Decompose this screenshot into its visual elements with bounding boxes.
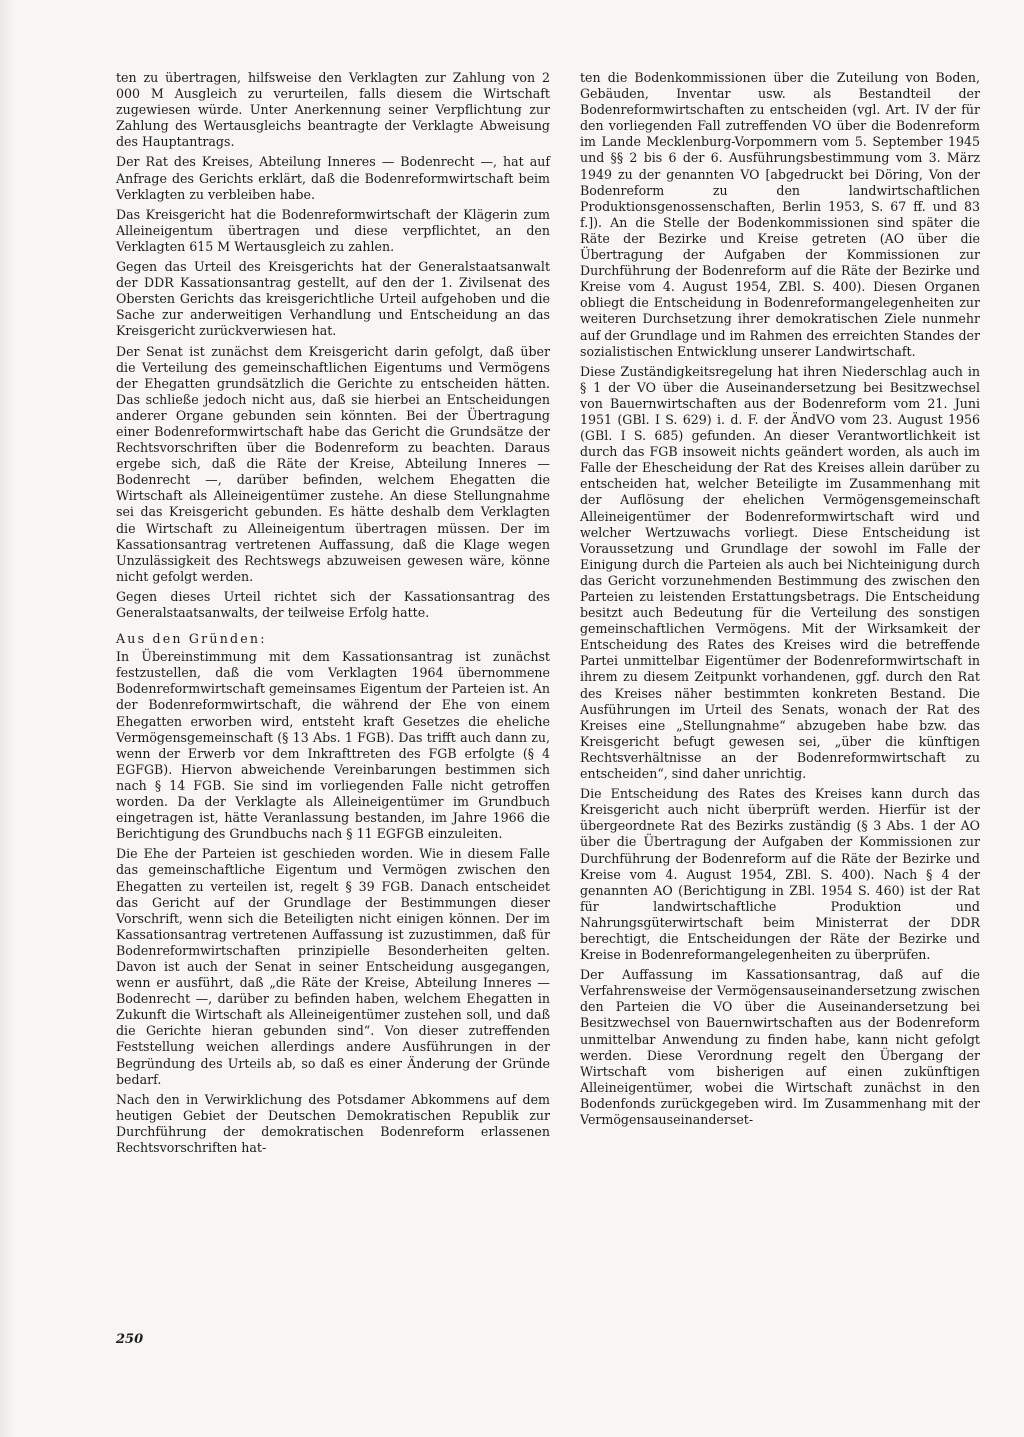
paragraph: Der Senat ist zunächst dem Kreisgericht darin gefolgt, daß über die Verteilung des gemeinschaftlichen Eigentums und Vermögens der Ehegatten grundsätzlich die Gerichte zu entscheiden hätten. Das schließe jedoch nicht aus, daß sie hierbei an Entscheidungen anderer Organe gebunden sein könnten. Bei der Übertragung einer Bodenreformwirtschaft habe das Gericht die Grundsätze der Rechtsvorschriften über die Bodenreform zu beachten. Daraus ergebe sich, daß die Räte der Kreise, Abteilung Inneres — Bodenrecht —, darüber befinden, welchem Ehegatten die Wirtschaft als Alleineigentümer zustehe. An diese Stellungnahme sei das Kreisgericht gebunden. Es hätte deshalb dem Verklagten die Wirtschaft zu Alleineigentum übertragen müssen. Der im Kassationsantrag vertretenen Auffassung, daß die Klage wegen Unzulässigkeit des Rechtswegs abzuweisen gewesen wäre, könne nicht gefolgt werden. — [116, 343, 550, 584]
left-text-column — [116, 70, 550, 1160]
right-text-column — [580, 70, 980, 1132]
paragraph: In Übereinstimmung mit dem Kassationsantrag ist zunächst festzustellen, daß die vom Verklagten 1964 übernommene Bodenreformwirtschaft gemeinsames Eigentum der Parteien ist. An der Bodenreformwirtschaft, die während der Ehe von einem Ehegatten erworben wird, entsteht kraft Gesetzes die eheliche Vermögensgemeinschaft (§ 13 Abs. 1 FGB). Das trifft auch dann zu, wenn der Erwerb vor dem Inkrafttreten des FGB erfolgte (§ 4 EGFGB). Hiervon abweichende Vereinbarungen bestimmen sich nach § 14 FGB. Sie sind im vorliegenden Falle nicht getroffen worden. Da der Verklagte als Alleineigentümer im Grundbuch eingetragen ist, hätte Veranlassung bestanden, im Jahre 1966 die Berichtigung des Grundbuchs nach § 11 EGFGB einzuleiten. — [116, 649, 550, 842]
paragraph: ten die Bodenkommissionen über die Zuteilung von Boden, Gebäuden, Inventar usw. als Bestandteil der Bodenreformwirtschaften zu entscheiden (vgl. Art. IV der für den vorliegenden Fall zutreffenden VO über die Bodenreform im Lande Mecklenburg-Vorpommern vom 5. September 1945 und §§ 2 bis 6 der 6. Ausführungsbestimmung vom 3. März 1949 zu der genannten VO [abgedruckt bei Döring, Von der Bodenreform zu den landwirtschaftlichen Produktionsgenossenschaften, Berlin 1953, S. 67 ff. und 83 f.]). An die Stelle der Bodenkommissionen sind später die Räte der Bezirke und Kreise getreten (AO über die Übertragung der Aufgaben der Kommissionen zur Durchführung der Bodenreform auf die Räte der Bezirke und Kreise vom 4. August 1954, ZBl. S. 400). Diesen Organen obliegt die Entscheidung in Bodenreformangelegenheiten zur weiteren Durchsetzung ihrer demokratischen Ziele nunmehr auf der Grundlage und im Rahmen des erreichten Standes der sozialistischen Entwicklung unserer Landwirtschaft. — [580, 70, 980, 359]
paragraph: Der Rat des Kreises, Abteilung Inneres — Bodenrecht —, hat auf Anfrage des Gerichts erklärt, daß die Bodenreformwirtschaft beim Verklagten zu verbleiben habe. — [116, 154, 550, 202]
section-heading: Aus den Gründen: — [116, 631, 267, 647]
paragraph: Der Auffassung im Kassationsantrag, daß auf die Verfahrensweise der Vermögensauseinandersetzung zwischen den Parteien die VO über die Auseinandersetzung bei Besitzwechsel von Bauernwirtschaften aus der Bodenreform unmittelbar Anwendung zu finden habe, kann nicht gefolgt werden. Diese Verordnung regelt den Übergang der Wirtschaft vom bisherigen auf einen zukünftigen Alleineigentümer, wobei die Wirtschaft zunächst in den Bodenfonds zurückgegeben wird. Im Zusammenhang mit der Vermögensauseinanderset- — [580, 967, 980, 1127]
paragraph: Nach den in Verwirklichung des Potsdamer Abkommens auf dem heutigen Gebiet der Deutschen Demokratischen Republik zur Durchführung der demokratischen Bodenreform erlassenen Rechtsvorschriften hat- — [116, 1091, 550, 1155]
paragraph: ten zu übertragen, hilfsweise den Verklagten zur Zahlung von 2 000 M Ausgleich zu verurteilen, falls diesem die Wirtschaft zugewiesen würde. Unter Anerkennung seiner Verpflichtung zur Zahlung des Wertausgleichs beantragte der Verklagte Abweisung des Hauptantrags. — [116, 70, 550, 150]
page-edge-shadow — [0, 0, 14, 1437]
paragraph: Gegen dieses Urteil richtet sich der Kassationsantrag des Generalstaatsanwalts, der teilweise Erfolg hatte. — [116, 588, 550, 620]
paragraph: Diese Zuständigkeitsregelung hat ihren Niederschlag auch in § 1 der VO über die Auseinandersetzung bei Besitzwechsel von Bauernwirtschaften aus der Bodenreform vom 21. Juni 1951 (GBl. I S. 629) i. d. F. der ÄndVO vom 23. August 1956 (GBl. I S. 685) gefunden. An dieser Verantwortlichkeit ist durch das FGB insoweit nichts geändert worden, als auch im Falle der Ehescheidung der Rat des Kreises allein darüber zu entscheiden hat, welcher Beteiligte im Zusammenhang mit der Auflösung der ehelichen Vermögensgemeinschaft Alleineigentümer der Bodenreformwirtschaft wird und welcher Wertzuwachs vorliegt. Diese Entscheidung ist Voraussetzung und Grundlage der sowohl im Falle der Einigung durch die Parteien als auch bei Nichteinigung durch das Gericht vorzunehmenden Bestimmung des zwischen den Parteien zu leistenden Erstattungsbetrags. Die Entscheidung besitzt auch Bedeutung für die Verteilung des sonstigen gemeinschaftlichen Vermögens. Mit der Wirksamkeit der Entscheidung des Rates des Kreises wird die betreffende Partei unmittelbar Eigentümer der Bodenreformwirtschaft in ihrem zu diesem Zeitpunkt vorhandenen, ggf. durch den Rat des Kreises näher bestimmten konkreten Bestand. Die Ausführungen im Urteil des Senats, wonach der Rat des Kreises eine „Stellungnahme“ abzugeben habe bzw. das Kreisgericht befugt gewesen sei, „über die künftigen Rechtsverhältnisse an der Bodenreformwirtschaft zu entscheiden“, sind daher unrichtig. — [580, 363, 980, 782]
page-number: 250 — [116, 1332, 144, 1347]
paragraph: Die Entscheidung des Rates des Kreises kann durch das Kreisgericht auch nicht überprüft werden. Hierfür ist der übergeordnete Rat des Bezirks zuständig (§ 3 Abs. 1 der AO über die Übertragung der Aufgaben der Kommissionen zur Durchführung der Bodenreform auf die Räte der Bezirke und Kreise vom 4. August 1954, ZBl. S. 400). Nach § 4 der genannten AO (Berichtigung in ZBl. 1954 S. 460) ist der Rat für landwirtschaftliche Produktion und Nahrungsgüterwirtschaft beim Ministerrat der DDR berechtigt, die Entscheidungen der Räte der Bezirke und Kreise in Bodenreformangelegenheiten zu überprüfen. — [580, 786, 980, 963]
paragraph: Gegen das Urteil des Kreisgerichts hat der Generalstaatsanwalt der DDR Kassationsantrag gestellt, auf den der 1. Zivilsenat des Obersten Gerichts das kreisgerichtliche Urteil aufgehoben und die Sache zur anderweitigen Verhandlung und Entscheidung an das Kreisgericht zurückverwiesen hat. — [116, 259, 550, 339]
paragraph: Das Kreisgericht hat die Bodenreformwirtschaft der Klägerin zum Alleineigentum übertragen und diese verpflichtet, an den Verklagten 615 M Wertausgleich zu zahlen. — [116, 206, 550, 254]
paragraph: Die Ehe der Parteien ist geschieden worden. Wie in diesem Falle das gemeinschaftliche Eigentum und Vermögen zwischen den Ehegatten zu verteilen ist, regelt § 39 FGB. Danach entscheidet das Gericht auf der Grundlage der Bestimmungen dieser Vorschrift, wenn sich die Beteiligten nicht einigen können. Der im Kassationsantrag vertretenen Auffassung ist zuzustimmen, daß für Bodenreformwirtschaften prinzipielle Besonderheiten gelten. Davon ist auch der Senat in seiner Entscheidung ausgegangen, wenn er ausführt, daß „die Räte der Kreise, Abteilung Inneres — Bodenrecht —, darüber zu befinden haben, welchem Ehegatten in Zukunft die Wirtschaft als Alleineigentümer zustehen soll, und daß die Gerichte hieran gebunden sind“. Von dieser zutreffenden Feststellung weichen allerdings andere Ausführungen in der Begründung des Urteils ab, so daß es einer Änderung der Gründe bedarf. — [116, 846, 550, 1087]
